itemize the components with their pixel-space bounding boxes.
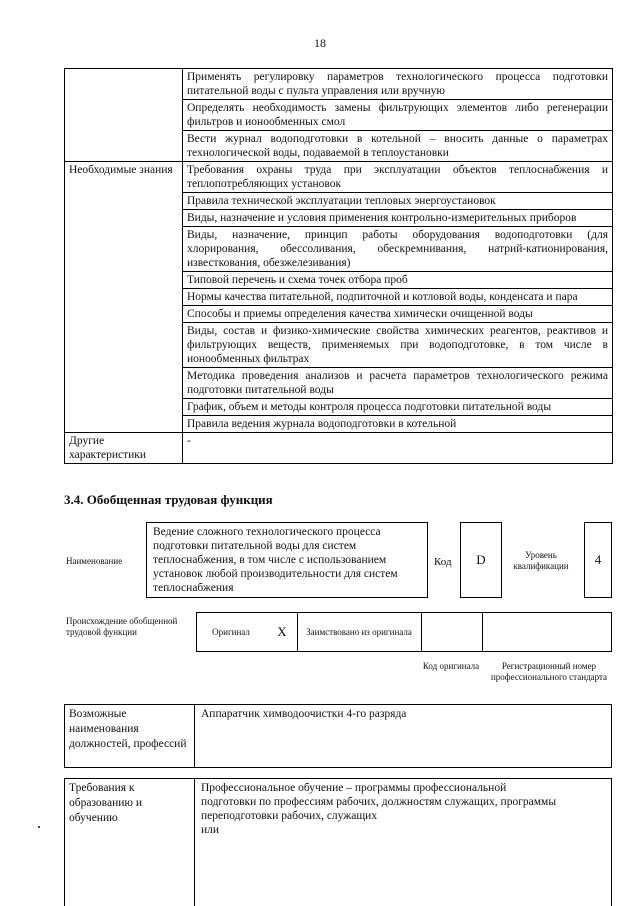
level-value: 4	[584, 522, 612, 598]
action-row: Определять необходимость замены фильтрующих элементов либо регенерации фильтров и ионообменных смол	[183, 100, 613, 131]
positions-value: Аппаратчик химводоочистки 4-го разряда	[201, 708, 407, 720]
education-value	[195, 779, 611, 906]
page-number: 18	[314, 36, 326, 50]
level-label: Уровень квалификации	[513, 550, 569, 571]
borrowed-label: Заимствовано из оригинала	[306, 626, 412, 637]
original-mark: X	[267, 613, 298, 651]
original-label: Оригинал	[212, 626, 250, 637]
skills-table	[64, 68, 613, 464]
knowledge-row: Правила ведения журнала водоподготовки в котельной	[183, 416, 613, 433]
other-value: -	[183, 433, 613, 464]
knowledge-row: Требования охраны труда при эксплуатации объектов теплоснабжения и теплопотребляющих установок	[183, 162, 613, 193]
code-value: D	[460, 522, 502, 598]
education-line: Профессиональное обучение – программы профессиональной	[201, 782, 507, 794]
knowledge-row: График, объем и методы контроля процесса подготовки питательной воды	[183, 399, 613, 416]
knowledge-group	[65, 162, 613, 433]
name-label: Наименование	[66, 556, 123, 566]
knowledge-label: Необходимые знания	[65, 162, 183, 433]
education-line: или	[201, 824, 220, 836]
knowledge-row: Нормы качества питательной, подпиточной и котловой воды, конденсата и пара	[183, 289, 613, 306]
origin-box	[196, 612, 612, 652]
positions-label: Возможные наименования должностей, профессий	[65, 705, 195, 767]
knowledge-row: Виды, состав и физико-химические свойства химических реагентов, реактивов и фильтрующих веществ, применяемых при водоподготовке, в том числе в ионообменных фильтрах	[183, 323, 613, 368]
code-label: Код	[434, 556, 452, 568]
knowledge-row: Способы и приемы определения качества химически очищенной воды	[183, 306, 613, 323]
other-label: Другие характеристики	[65, 433, 183, 464]
education-line: переподготовки рабочих, служащих	[201, 810, 378, 822]
knowledge-row: Виды, назначение и условия применения контрольно-измерительных приборов	[183, 210, 613, 227]
actions-group	[65, 69, 613, 162]
knowledge-row: Типовой перечень и схема точек отбора проб	[183, 272, 613, 289]
actions-label-cell	[65, 69, 183, 162]
action-row: Вести журнал водоподготовки в котельной – вносить данные о параметрах технологической воды, подаваемой в теплоустановки	[183, 131, 613, 162]
knowledge-row: Методика проведения анализов и расчета параметров технологического режима подготовки питательной воды	[183, 368, 613, 399]
education-line: подготовки по профессиям рабочих, должностям служащих, программы	[201, 796, 557, 808]
positions-table	[64, 704, 612, 768]
knowledge-row: Правила технической эксплуатации тепловых энергоустановок	[183, 193, 613, 210]
origin-code-cell	[421, 613, 483, 651]
function-name: Ведение сложного технологического процесса подготовки питательной воды для систем теплоснабжения, в том числе с использованием установок любой производительности для систем теплоснабжения	[146, 522, 428, 598]
origin-label: Происхождение обобщенной трудовой функции	[66, 616, 178, 637]
education-table	[64, 778, 612, 906]
education-label: Требования к образованию и обучению	[65, 779, 195, 906]
action-row: Применять регулировку параметров технологического процесса подготовки питательной воды с пульта управления или вручную	[183, 69, 613, 100]
other-group	[65, 433, 613, 464]
reg-caption: Регистрационный номер профессионального стандарта	[490, 661, 608, 682]
code-caption: Код оригинала	[422, 660, 480, 671]
section-title: 3.4. Обобщенная трудовая функция	[64, 492, 273, 507]
knowledge-row: Виды, назначение, принцип работы оборудования водоподготовки (для хлорирования, обессоливания, обескремнивания, натрий-катионирования, известкования, обезжелезивания)	[183, 227, 613, 272]
scan-speck	[38, 826, 40, 828]
